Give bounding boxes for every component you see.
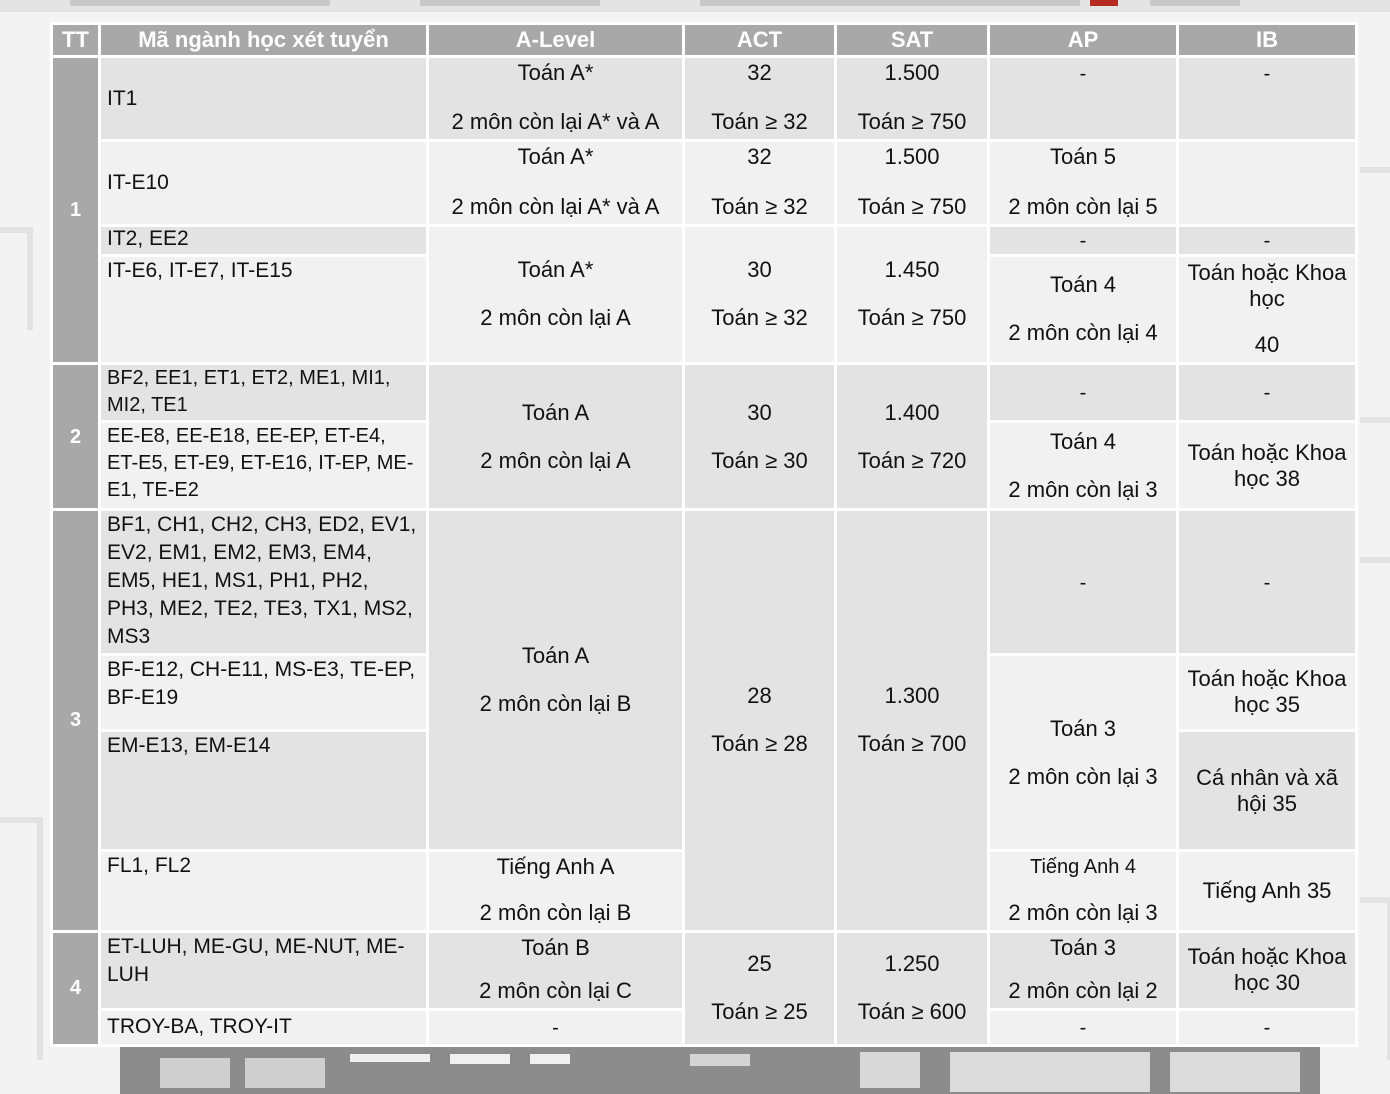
ib-cell: Toán hoặc Khoa học 30 [1178,931,1357,1009]
ib-cell: - [1178,57,1357,141]
table-row [52,363,1357,421]
ap-cell: Toán 5 2 môn còn lại 5 [989,141,1178,225]
table-row [52,510,1357,654]
major-codes: ET-LUH, ME-GU, ME-NUT, ME-LUH [100,931,428,1009]
ib-cell: - [1178,225,1357,255]
ap-cell: - [989,1009,1178,1045]
sat-cell: 1.500 Toán ≥ 750 [836,141,989,225]
alevel-cell: Toán A* 2 môn còn lại A [428,225,684,363]
ib-cell: - [1178,363,1357,421]
major-codes: IT1 [100,57,428,141]
act-cell: 28 Toán ≥ 28 [684,510,836,931]
act-cell: 32 Toán ≥ 32 [684,57,836,141]
sat-cell: 1.400 Toán ≥ 720 [836,363,989,509]
group-number: 3 [52,510,100,931]
major-codes: BF-E12, CH-E11, MS-E3, TE-EP, BF-E19 [100,654,428,730]
header-alevel: A-Level [428,24,684,57]
group-number: 1 [52,57,100,364]
building-skyline-decoration [120,1046,1320,1094]
major-codes: TROY-BA, TROY-IT [100,1009,428,1045]
table-row [52,931,1357,1009]
alevel-cell: Toán A* 2 môn còn lại A* và A [428,141,684,225]
table-row [52,57,1357,141]
alevel-cell: Toán B 2 môn còn lại C [428,931,684,1009]
sat-cell: 1.250 Toán ≥ 600 [836,931,989,1045]
ib-cell: Toán hoặc Khoa học 35 [1178,654,1357,730]
header-act: ACT [684,24,836,57]
ib-cell [1178,141,1357,225]
header-sat: SAT [836,24,989,57]
sat-cell: 1.450 Toán ≥ 750 [836,225,989,363]
header-ib: IB [1178,24,1357,57]
ib-cell: Cá nhân và xã hội 35 [1178,731,1357,851]
major-codes: EE-E8, EE-E18, EE-EP, ET-E4, ET-E5, ET-E9, ET-E16, IT-EP, ME-E1, TE-E2 [100,422,428,510]
act-cell: 32 Toán ≥ 32 [684,141,836,225]
act-cell: 30 Toán ≥ 30 [684,363,836,509]
ap-cell: Tiếng Anh 4 2 môn còn lại 3 [989,851,1178,931]
ap-cell: Toán 3 2 môn còn lại 2 [989,931,1178,1009]
ap-cell: - [989,363,1178,421]
ib-cell: Tiếng Anh 35 [1178,851,1357,931]
ap-cell: Toán 4 2 môn còn lại 4 [989,255,1178,363]
ap-cell: Toán 3 2 môn còn lại 3 [989,654,1178,851]
act-cell: 30 Toán ≥ 32 [684,225,836,363]
admission-criteria-table [50,22,1358,1047]
alevel-cell: Toán A 2 môn còn lại B [428,510,684,851]
ib-cell: - [1178,1009,1357,1045]
header-major: Mã ngành học xét tuyển [100,24,428,57]
table-row [52,225,1357,255]
group-number: 2 [52,363,100,509]
ap-cell: - [989,510,1178,654]
alevel-cell: Toán A 2 môn còn lại A [428,363,684,509]
major-codes: BF1, CH1, CH2, CH3, ED2, EV1, EV2, EM1, EM2, EM3, EM4, EM5, HE1, MS1, PH1, PH2, PH3, ME2, TE2, TE3, TX1, MS2, MS3 [100,510,428,654]
alevel-cell: Tiếng Anh A 2 môn còn lại B [428,851,684,931]
ap-cell: - [989,225,1178,255]
table-row [52,141,1357,225]
act-cell: 25 Toán ≥ 25 [684,931,836,1045]
group-number: 4 [52,931,100,1045]
header-tt: TT [52,24,100,57]
sat-cell: 1.300 Toán ≥ 700 [836,510,989,931]
table-header-row [52,24,1357,57]
major-codes: EM-E13, EM-E14 [100,731,428,851]
ib-cell: Toán hoặc Khoa học 40 [1178,255,1357,363]
major-codes: IT-E6, IT-E7, IT-E15 [100,255,428,363]
header-ap: AP [989,24,1178,57]
alevel-cell: Toán A* 2 môn còn lại A* và A [428,57,684,141]
major-codes: IT2, EE2 [100,225,428,255]
major-codes: BF2, EE1, ET1, ET2, ME1, MI1, MI2, TE1 [100,363,428,421]
sat-cell: 1.500 Toán ≥ 750 [836,57,989,141]
major-codes: FL1, FL2 [100,851,428,931]
ib-cell: - [1178,510,1357,654]
ap-cell: - [989,57,1178,141]
alevel-cell: - [428,1009,684,1045]
ib-cell: Toán hoặc Khoa học 38 [1178,422,1357,510]
ap-cell: Toán 4 2 môn còn lại 3 [989,422,1178,510]
major-codes: IT-E10 [100,141,428,225]
